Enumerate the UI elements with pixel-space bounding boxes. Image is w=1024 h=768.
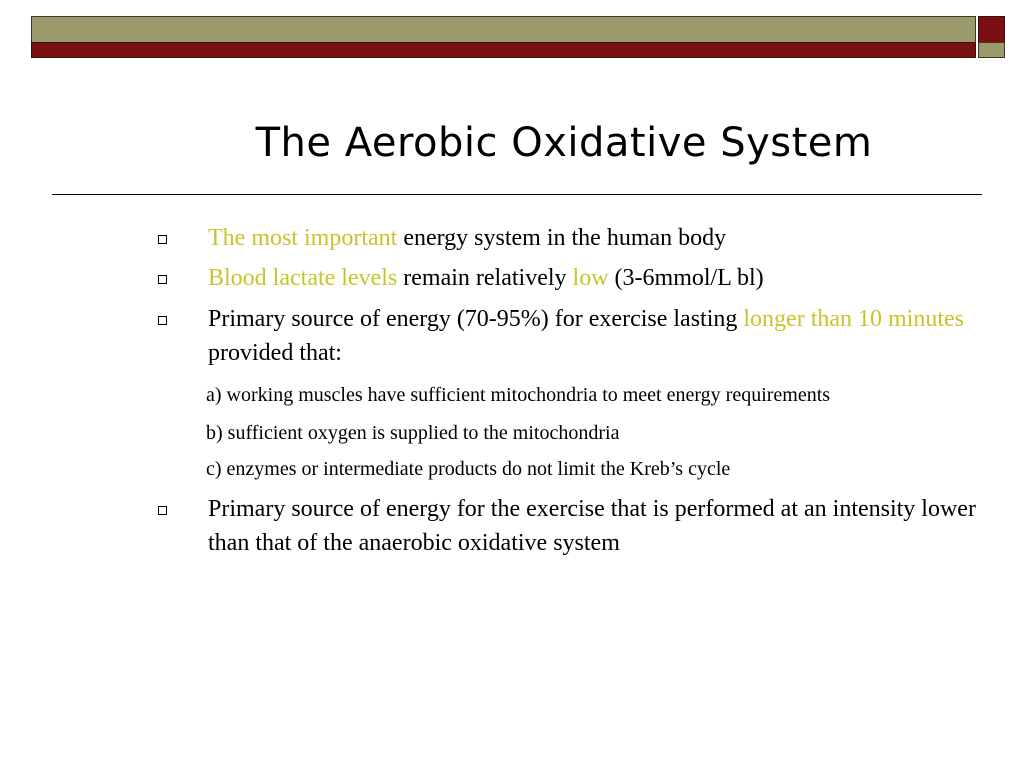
bullet-item-3 — [208, 302, 978, 370]
corner-square-olive — [978, 42, 1005, 58]
corner-square-red — [978, 16, 1005, 43]
bullet-text: Primary source of energy (70-95%) for exercise lasting — [208, 306, 744, 332]
bullet-item-2 — [208, 261, 998, 295]
sub-item-b: b) sufficient oxygen is supplied to the mitochondria — [206, 422, 620, 444]
header-band-red — [31, 42, 976, 58]
hollow-square-bullet-icon — [158, 316, 167, 325]
highlight-text: The most important — [208, 225, 398, 251]
bullet-item-4 — [208, 492, 988, 560]
slide-title: The Aerobic Oxidative System — [255, 120, 873, 166]
bullet-text: provided that: — [208, 340, 342, 366]
hollow-square-bullet-icon — [158, 275, 167, 284]
title-divider — [52, 194, 982, 195]
highlight-text: low — [572, 265, 609, 291]
bullet-text: remain relatively — [397, 265, 573, 291]
bullet-text: (3-6mmol/L bl) — [608, 265, 764, 291]
sub-item-c: c) enzymes or intermediate products do not limit the Kreb’s cycle — [206, 458, 731, 480]
header-band-olive — [31, 16, 976, 43]
bullet-item-1 — [208, 221, 998, 255]
bullet-text: energy system in the human body — [397, 225, 727, 251]
highlight-text: Blood lactate levels — [208, 265, 398, 291]
bullet-text: Primary source of energy for the exercise that is performed at an intensity lower than that of the anaerobic oxidative system — [208, 496, 976, 556]
highlight-text: longer than 10 minutes — [743, 306, 965, 332]
hollow-square-bullet-icon — [158, 235, 167, 244]
hollow-square-bullet-icon — [158, 506, 167, 515]
sub-item-a: a) working muscles have sufficient mitochondria to meet energy requirements — [206, 384, 831, 406]
